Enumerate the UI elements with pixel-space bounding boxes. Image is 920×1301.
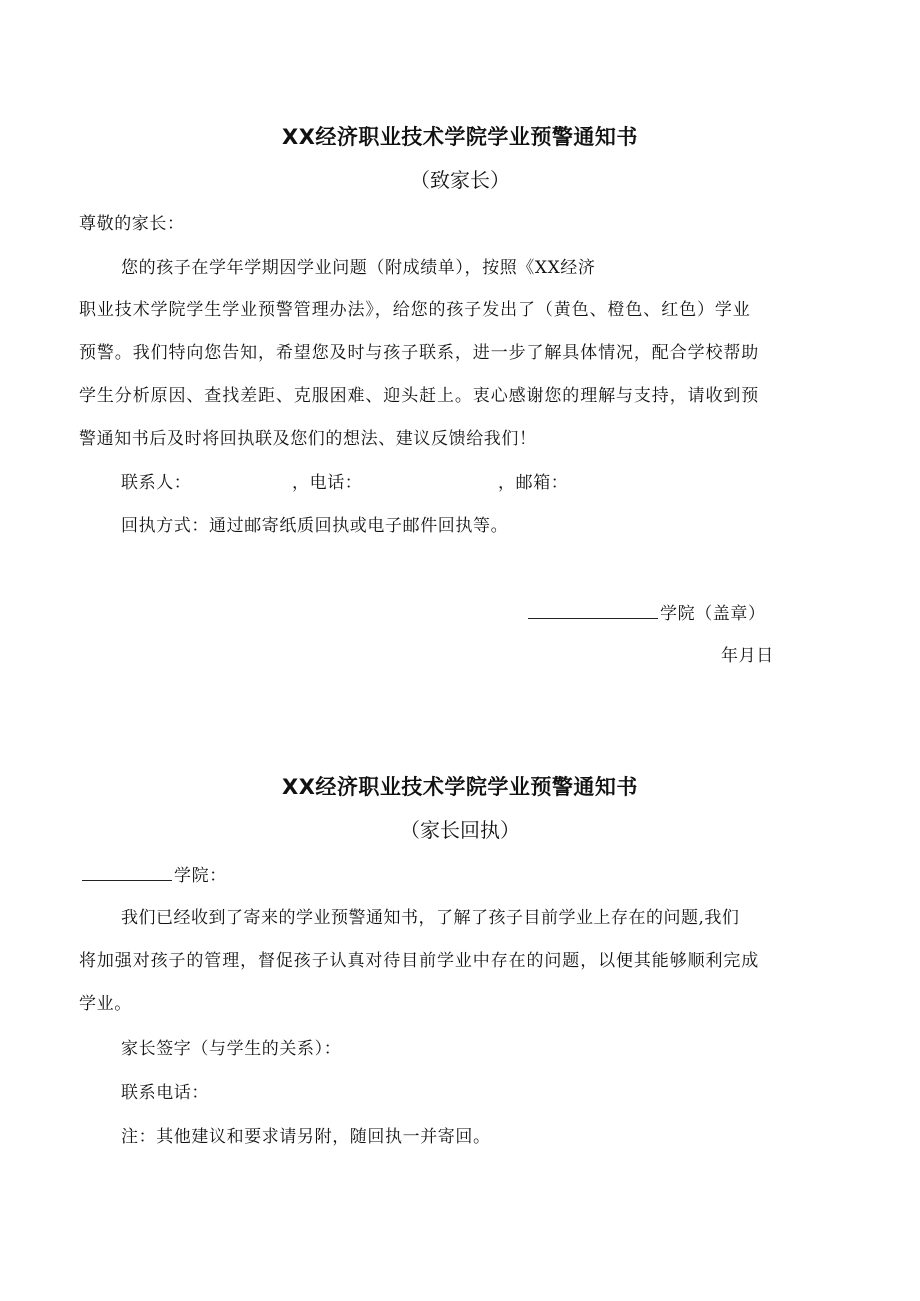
receipt-subtitle: （家长回执） [400, 818, 520, 842]
contact-phone-label: 联系电话： [121, 1083, 209, 1103]
notice-paragraph-line-2: 职业技术学院学生学业预警管理办法》，给您的孩子发出了（黄色、橙色、红色）学业 [79, 300, 751, 320]
parent-signature-label: 家长签字（与学生的关系）： [121, 1039, 342, 1059]
college-name-blank [528, 600, 658, 619]
notice-paragraph-line-1: 您的孩子在学年学期因学业问题（附成绩单），按照《XX经济 [121, 258, 596, 278]
receipt-paragraph-line-3: 学业。 [79, 994, 132, 1014]
notice-date: 年月日 [721, 646, 774, 666]
email-label: ，邮箱： [498, 473, 569, 493]
receipt-note: 注：其他建议和要求请另附，随回执一并寄回。 [121, 1127, 491, 1147]
receipt-addressee-line [82, 862, 227, 889]
notice-title: XX经济职业技术学院学业预警通知书 [282, 125, 638, 149]
receipt-title: XX经济职业技术学院学业预警通知书 [282, 775, 638, 799]
college-seal-label: 学院（盖章） [660, 604, 766, 624]
notice-subtitle: （致家长） [410, 168, 510, 192]
notice-paragraph-line-4: 学生分析原因、查找差距、克服困难、迎头赶上。衷心感谢您的理解与支持，请收到预 [79, 386, 760, 406]
phone-label: ，电话： [292, 473, 363, 493]
notice-paragraph-line-3: 预警。我们特向您告知，希望您及时与孩子联系，进一步了解具体情况，配合学校帮助 [79, 343, 760, 363]
receipt-paragraph-line-1: 我们已经收到了寄来的学业预警通知书，了解了孩子目前学业上存在的问题,我们 [121, 908, 740, 928]
reply-method: 回执方式：通过邮寄纸质回执或电子邮件回执等。 [121, 516, 509, 536]
contact-person-label: 联系人： [121, 473, 192, 493]
receipt-paragraph-line-2: 将加强对孩子的管理，督促孩子认真对待目前学业中存在的问题，以便其能够顺利完成 [79, 951, 760, 971]
receipt-addressee: 学院： [174, 866, 227, 886]
notice-paragraph-line-5: 警通知书后及时将回执联及您们的想法、建议反馈给我们！ [79, 429, 537, 449]
addressee-college-blank [82, 862, 172, 881]
notice-greeting: 尊敬的家长： [79, 214, 185, 234]
college-seal-line [528, 600, 766, 627]
